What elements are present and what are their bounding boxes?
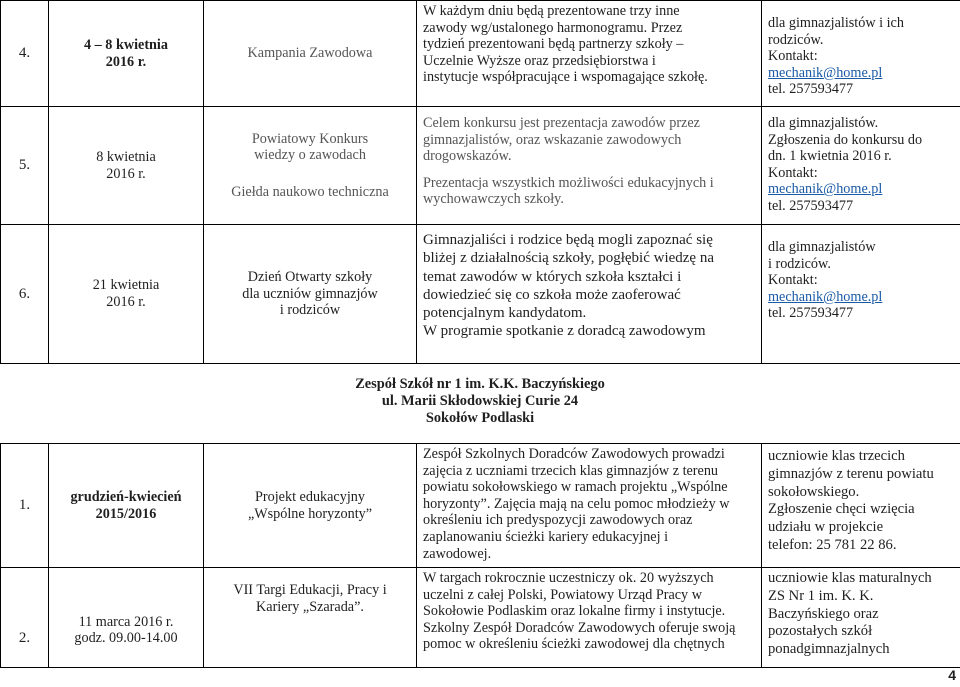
desc-line: Sokołowie Podlaskim oraz lokalne firmy i instytucje.: [423, 603, 726, 620]
event-title: [204, 1, 417, 107]
event-participants: [762, 568, 960, 668]
date-line: 11 marca 2016 r.: [78, 613, 174, 630]
desc-line: zajęcia z uczniami trzecich klas gimnazjów z terenu: [423, 462, 719, 479]
contact-line: sokołowskiego.: [768, 483, 860, 500]
desc-line: powiatu sokołowskiego w ramach projektu „Wspólne: [423, 479, 728, 496]
title-line: wiedzy o zawodach: [254, 147, 366, 164]
date-line: grudzień-kwiecień: [70, 488, 182, 505]
title-line: „Wspólne horyzonty”: [247, 505, 373, 522]
contact-line: Zgłoszenia do konkursu do: [768, 131, 923, 148]
title-line: dla uczniów gimnazjów: [242, 285, 378, 302]
row-number: 6.: [1, 225, 49, 364]
contact-line: Baczyńskiego oraz: [768, 605, 879, 622]
desc-line: zaplanowaniu ścieżki kariery edukacyjnej i: [423, 528, 669, 545]
desc-line: temat zawodów w których szkoła kształci i: [423, 268, 682, 285]
phone-number: tel. 257593477: [768, 197, 854, 214]
contact-label: Kontakt:: [768, 164, 818, 181]
desc-line: Uczelnie Wyższe oraz przedsiębiorstwa i: [423, 52, 656, 69]
phone-number: tel. 257593477: [768, 305, 854, 322]
school-street: ul. Marii Skłodowskiej Curie 24: [381, 392, 579, 409]
contact-line: rodziców.: [768, 31, 824, 48]
title-line: Kampania Zawodowa: [247, 45, 373, 62]
contact-line: uczniowie klas trzecich: [768, 448, 905, 464]
email-link[interactable]: mechanik@home.pl: [768, 181, 883, 198]
table-row: [1, 107, 960, 225]
desc-line: Szkolny Zespół Doradców Zawodowych oferuje swoją: [423, 619, 736, 636]
title-line: VII Targi Edukacji, Pracy i: [233, 582, 387, 598]
school-header: [0, 376, 960, 426]
table-row: [1, 1, 960, 107]
page-number: 4: [948, 667, 956, 683]
contact-line: udziału w projekcie: [768, 519, 884, 536]
desc-line: dowiedzieć się co szkoła może zaoferować: [423, 286, 681, 303]
row-number: 2.: [1, 568, 49, 668]
contact-line: dla gimnazjalistów.: [768, 115, 879, 131]
desc-line: zawodowej.: [423, 545, 492, 562]
desc-line: horyzonty”. Zajęcia mają na celu pomoc młodzieży w: [423, 495, 730, 512]
table-row: [1, 225, 960, 364]
title-line: Giełda naukowo techniczna: [231, 183, 389, 200]
contact-line: telefon: 25 781 22 86.: [768, 536, 897, 553]
contact-line: gimnazjów z terenu powiatu: [768, 465, 934, 482]
event-contact: [762, 107, 960, 225]
desc-line: gimnazjalistów, oraz wskazanie zawodowych: [423, 131, 682, 148]
date-line: 2016 r.: [106, 294, 146, 310]
desc-line: Celem konkursu jest prezentacja zawodów przez: [423, 115, 700, 131]
contact-line: dla gimnazjalistów: [768, 239, 876, 255]
email-link[interactable]: mechanik@home.pl: [768, 64, 883, 81]
date-line: 2016 r.: [106, 165, 146, 182]
desc-line: drogowskazów.: [423, 148, 512, 165]
desc-line: W każdym dniu będą prezentowane trzy inne: [423, 3, 680, 19]
event-date: [49, 568, 204, 668]
event-description: [417, 444, 762, 568]
event-title: [204, 444, 417, 568]
event-date: [49, 107, 204, 225]
title-line: Projekt edukacyjny: [255, 488, 365, 505]
date-line: 2015/2016: [95, 505, 157, 522]
desc-line: tydzień prezentowani będą partnerzy szkoły –: [423, 36, 684, 53]
event-participants: [762, 444, 960, 568]
desc-line: W targach rokrocznie uczestniczy ok. 20 wyższych: [423, 570, 714, 586]
contact-line: dn. 1 kwietnia 2016 r.: [768, 148, 892, 165]
event-date: [49, 444, 204, 568]
contact-line: i rodziców.: [768, 255, 831, 272]
date-line: 8 kwietnia: [96, 148, 156, 165]
contact-line: Zgłoszenie chęci wzięcia: [768, 501, 915, 518]
event-description: [417, 568, 762, 668]
contact-line: dla gimnazjalistów i ich: [768, 15, 904, 31]
contact-label: Kontakt:: [768, 272, 818, 289]
event-description: [417, 225, 762, 364]
date-line: godz. 09.00-14.00: [74, 630, 178, 647]
desc-line: Zespół Szkolnych Doradców Zawodowych prowadzi: [423, 446, 725, 462]
event-contact: [762, 225, 960, 364]
desc-line: pomoc w określeniu ścieżki zawodowej dla chętnych: [423, 636, 725, 653]
row-number: 4.: [1, 1, 49, 107]
date-line: 4 – 8 kwietnia: [84, 36, 168, 53]
title-line: Powiatowy Konkurs: [251, 130, 369, 147]
row-number: 5.: [1, 107, 49, 225]
desc-line: wychowawczych szkoły.: [423, 191, 564, 208]
email-link[interactable]: mechanik@home.pl: [768, 288, 883, 305]
table-row: [1, 444, 960, 568]
row-number: 1.: [1, 444, 49, 568]
phone-number: tel. 257593477: [768, 81, 854, 98]
date-line: 2016 r.: [105, 53, 147, 70]
desc-line: potencjalnym kandydatom.: [423, 305, 587, 322]
event-date: [49, 1, 204, 107]
event-title: [204, 225, 417, 364]
event-contact: [762, 1, 960, 107]
desc-line: Gimnazjaliści i rodzice będą mogli zapoznać się: [423, 232, 713, 248]
event-description: [417, 107, 762, 225]
desc-line: Prezentacja wszystkich możliwości edukacyjnych i: [423, 174, 714, 191]
event-date: [49, 225, 204, 364]
title-line: i rodziców: [279, 302, 341, 319]
events-table-2: [0, 443, 960, 668]
title-line: Dzień Otwarty szkoły: [247, 269, 373, 286]
event-title: [204, 107, 417, 225]
contact-line: pozostałych szkół: [768, 623, 873, 640]
date-line: 21 kwietnia: [92, 277, 160, 294]
desc-line: bliżej z działalnością szkoły, pogłębić wiedzę na: [423, 250, 714, 267]
event-title: [204, 568, 417, 668]
desc-line: uczelni z całej Polski, Powiatowy Urząd Pracy w: [423, 586, 702, 603]
school-city: Sokołów Podlaski: [425, 409, 535, 426]
title-line: Kariery „Szarada”.: [256, 598, 364, 615]
desc-line: instytucje współpracujące i wspomagające szkołę.: [423, 69, 708, 86]
contact-label: Kontakt:: [768, 48, 818, 65]
table-row: [1, 568, 960, 668]
desc-line: W programie spotkanie z doradcą zawodowym: [423, 323, 706, 340]
desc-line: zawody wg/ustalonego harmonogramu. Przez: [423, 19, 683, 36]
school-name: Zespół Szkół nr 1 im. K.K. Baczyńskiego: [355, 376, 605, 392]
contact-line: ponadgimnazjalnych: [768, 641, 890, 658]
desc-line: określeniu ich predyspozycji zawodowych oraz: [423, 512, 693, 529]
event-description: [417, 1, 762, 107]
contact-line: uczniowie klas maturalnych: [768, 570, 932, 586]
contact-line: ZS Nr 1 im. K. K.: [768, 587, 874, 604]
